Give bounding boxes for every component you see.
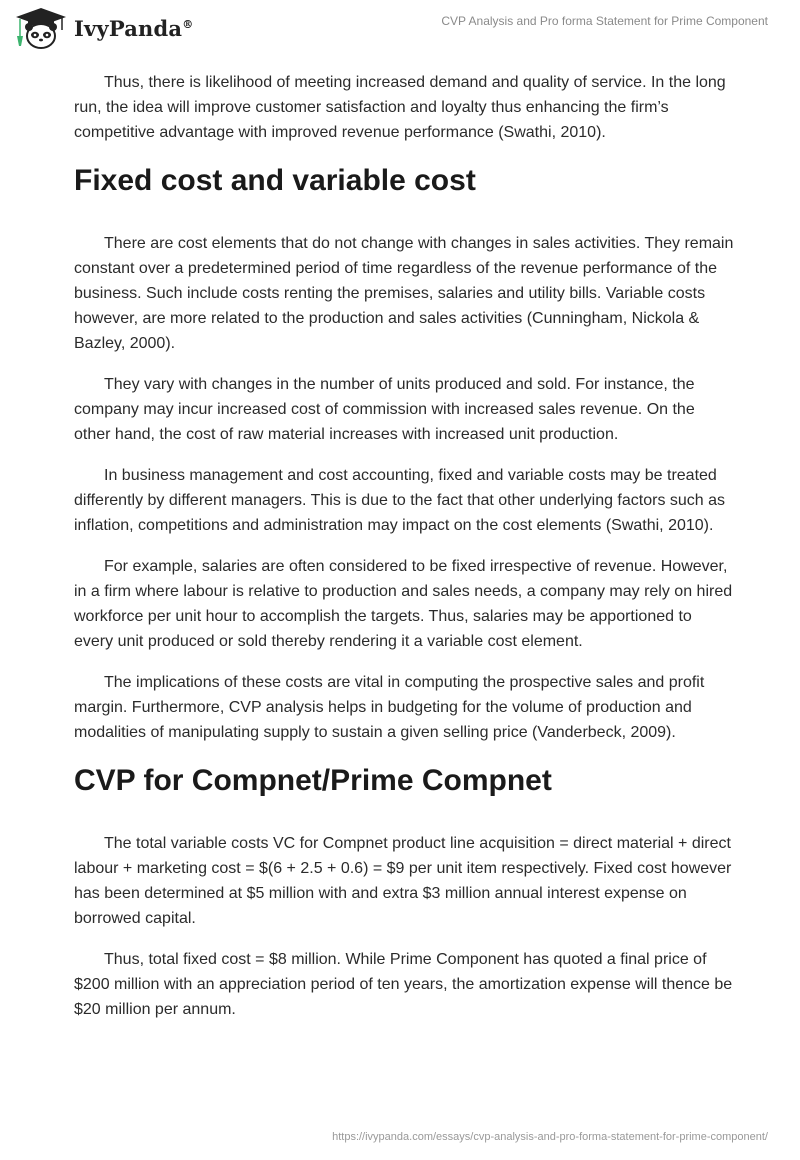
paragraph: The total variable costs VC for Compnet product line acquisition = direct material + direct labour + marketing cost = $(6 + 2.5 + 0.6) = $9 per unit item respectively. Fixed cost however has been determined at $5 million with and extra $3 million annual interest expense on borrowed capital. <box>74 835 732 927</box>
article-body <box>74 70 734 1038</box>
brand-logo[interactable] <box>14 6 193 50</box>
paragraph: Thus, total fixed cost = $8 million. While Prime Component has quoted a final price of $200 million with an appreciation period of ten years, the amortization expense will thence be $20 million per annum. <box>74 951 733 1018</box>
section-heading-fixed-variable-cost: Fixed cost and variable cost <box>74 164 476 197</box>
document-title: CVP Analysis and Pro forma Statement for Prime Component <box>441 14 768 28</box>
paragraph: There are cost elements that do not change with changes in sales activities. They remain constant over a predetermined period of time regardless of the revenue performance of the business. Such include costs renting the premises, salaries and utility bills. Variable costs however, are more related to the production and sales activities (Cunningham, Nickola & Bazley, 2000). <box>74 235 734 352</box>
paragraph: In business management and cost accounting, fixed and variable costs may be treated differently by different managers. This is due to the fact that other underlying factors such as inflation, competitions and administration may impact on the cost elements (Swathi, 2010). <box>74 467 726 534</box>
intro-paragraph: Thus, there is likelihood of meeting increased demand and quality of service. In the long run, the idea will improve customer satisfaction and loyalty thus enhancing the firm’s competitive advantage with improved revenue performance (Swathi, 2010). <box>74 74 726 141</box>
paragraph: The implications of these costs are vital in computing the prospective sales and profit margin. Furthermore, CVP analysis helps in budgeting for the volume of production and modalities of manipulating supply to sustain a given selling price (Vanderbeck, 2009). <box>74 674 705 741</box>
page-header <box>0 0 800 60</box>
source-url[interactable]: https://ivypanda.com/essays/cvp-analysis-and-pro-forma-statement-for-prime-component/ <box>332 1131 768 1143</box>
paragraph: For example, salaries are often considered to be fixed irrespective of revenue. However, in a firm where labour is relative to production and sales needs, a company may rely on hired workforce per unit hour to accomplish the targets. Thus, salaries may be apportioned to every unit produced or sold thereby rendering it a variable cost element. <box>74 558 733 650</box>
brand-name: IvyPanda® <box>74 15 194 41</box>
panda-graduate-icon <box>14 6 68 50</box>
paragraph: They vary with changes in the number of units produced and sold. For instance, the company may incur increased cost of commission with increased sales revenue. On the other hand, the cost of raw material increases with increased unit production. <box>74 376 695 443</box>
section-heading-cvp: CVP for Compnet/Prime Compnet <box>74 764 552 797</box>
